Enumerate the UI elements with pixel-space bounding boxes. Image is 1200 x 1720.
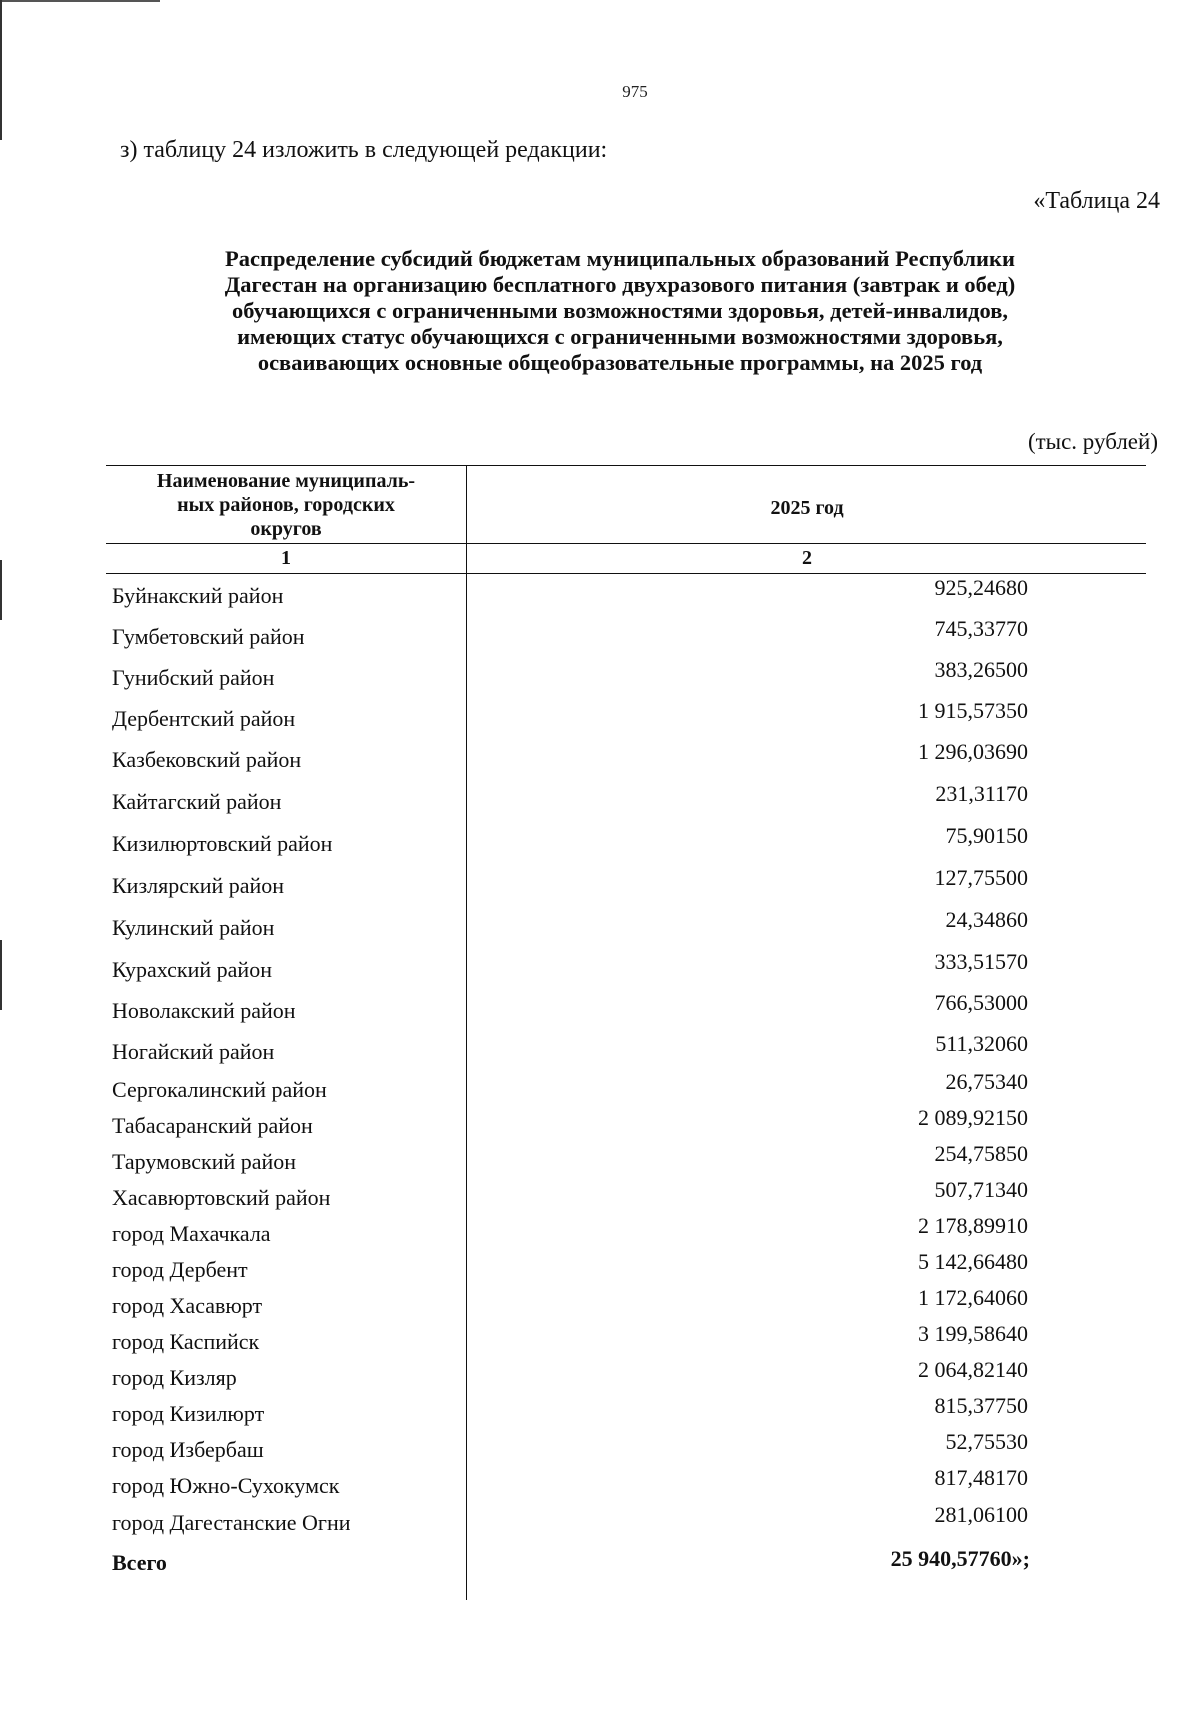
title-line: Распределение субсидий бюджетам муниципальных образований Республики — [225, 246, 1015, 271]
total-value: 25 940,57760»; — [890, 1546, 1030, 1571]
municipality-name: Кизлярский район — [112, 873, 285, 898]
total-label: Всего — [112, 1550, 167, 1575]
scan-margin-mark — [0, 0, 2, 140]
subsidy-value: 1 296,03690 — [918, 739, 1028, 764]
municipality-name: Сергокалинский район — [112, 1077, 327, 1102]
municipality-name: город Махачкала — [112, 1221, 271, 1246]
subsidy-value: 925,24680 — [934, 575, 1028, 600]
municipality-name: город Избербаш — [112, 1437, 264, 1462]
units-label: (тыс. рублей) — [1027, 429, 1158, 454]
subsidy-value: 745,33770 — [934, 616, 1028, 641]
municipality-name: Дербентский район — [112, 706, 296, 731]
header-year: 2025 год — [770, 497, 844, 519]
subsidy-value: 383,26500 — [934, 657, 1028, 682]
municipality-name: город Южно-Сухокумск — [112, 1473, 340, 1498]
subsidy-value: 1 172,64060 — [918, 1285, 1028, 1310]
subsidy-value: 1 915,57350 — [918, 698, 1028, 723]
table-total-row — [106, 1546, 1146, 1590]
municipality-name: Курахский район — [112, 957, 272, 982]
municipality-name: Гумбетовский район — [112, 624, 305, 649]
title-line: имеющих статус обучающихся с ограниченными возможностями здоровья, — [237, 324, 1003, 349]
subsidy-value: 127,75500 — [934, 865, 1028, 890]
municipality-name: город Кизилюрт — [112, 1401, 265, 1426]
table-body — [106, 575, 1146, 1590]
municipality-name: Хасавюртовский район — [112, 1185, 331, 1210]
municipality-name: город Каспийск — [112, 1329, 260, 1354]
municipality-name: Ногайский район — [112, 1039, 275, 1064]
municipality-name: Кайтагский район — [112, 789, 282, 814]
subsidy-value: 24,34860 — [945, 907, 1028, 932]
municipality-name: город Дагестанские Огни — [112, 1510, 351, 1535]
subsidy-value: 254,75850 — [934, 1141, 1028, 1166]
header-municipality — [106, 469, 466, 541]
municipality-name: Новолакский район — [112, 998, 296, 1023]
subsidy-value: 231,31170 — [935, 781, 1028, 806]
subsidy-value: 817,48170 — [934, 1465, 1028, 1490]
subsidy-value: 333,51570 — [934, 949, 1028, 974]
municipality-name: город Кизляр — [112, 1365, 237, 1390]
municipality-name: Тарумовский район — [112, 1149, 297, 1174]
subsidy-value: 26,75340 — [945, 1069, 1028, 1094]
subsidy-table — [106, 465, 1146, 1600]
subsidy-value: 75,90150 — [945, 823, 1028, 848]
municipality-name: Табасаранский район — [112, 1113, 313, 1138]
table-label: «Таблица 24 — [1033, 188, 1160, 214]
header-bottom-border — [106, 543, 1146, 544]
header-line: ных районов, городских — [177, 494, 395, 516]
title-line: обучающихся с ограниченными возможностями здоровья, детей-инвалидов, — [231, 298, 1009, 323]
subsidy-value: 2 064,82140 — [918, 1357, 1028, 1382]
subsidy-value: 511,32060 — [935, 1031, 1028, 1056]
municipality-name: город Дербент — [112, 1257, 248, 1282]
column-number-2: 2 — [802, 547, 812, 569]
municipality-name: Кулинский район — [112, 915, 275, 940]
header-line: округов — [250, 518, 322, 540]
municipality-name: Буйнакский район — [112, 583, 284, 608]
subsidy-value: 507,71340 — [934, 1177, 1028, 1202]
table-title — [130, 246, 1110, 376]
column-number-bottom-border — [106, 573, 1146, 574]
column-number-1: 1 — [281, 547, 291, 569]
municipality-name: город Хасавюрт — [112, 1293, 263, 1318]
subsidy-value: 766,53000 — [934, 990, 1028, 1015]
header-line: Наименование муниципаль- — [156, 470, 416, 492]
scan-margin-mark — [0, 560, 2, 620]
subsidy-value: 5 142,66480 — [918, 1249, 1028, 1274]
title-line: осваивающих основные общеобразовательные программы, на 2025 год — [257, 350, 983, 375]
table-top-border — [106, 465, 1146, 466]
subsidy-value: 281,06100 — [934, 1502, 1028, 1527]
subsidy-value: 2 178,89910 — [918, 1213, 1028, 1238]
subsidy-value: 3 199,58640 — [918, 1321, 1028, 1346]
intro-text: з) таблицу 24 изложить в следующей редакции: — [120, 137, 608, 163]
municipality-name: Гунибский район — [112, 665, 275, 690]
municipality-name: Кизилюртовский район — [112, 831, 333, 856]
scan-top-rule — [0, 0, 160, 2]
title-line: Дагестан на организацию бесплатного двухразового питания (завтрак и обед) — [224, 272, 1016, 297]
page-number: 975 — [622, 82, 648, 101]
subsidy-value: 52,75530 — [945, 1429, 1028, 1454]
municipality-name: Казбековский район — [112, 747, 302, 772]
subsidy-value: 2 089,92150 — [918, 1105, 1028, 1130]
scan-margin-mark — [0, 940, 2, 1010]
table-row — [106, 1502, 1146, 1550]
subsidy-value: 815,37750 — [934, 1393, 1028, 1418]
